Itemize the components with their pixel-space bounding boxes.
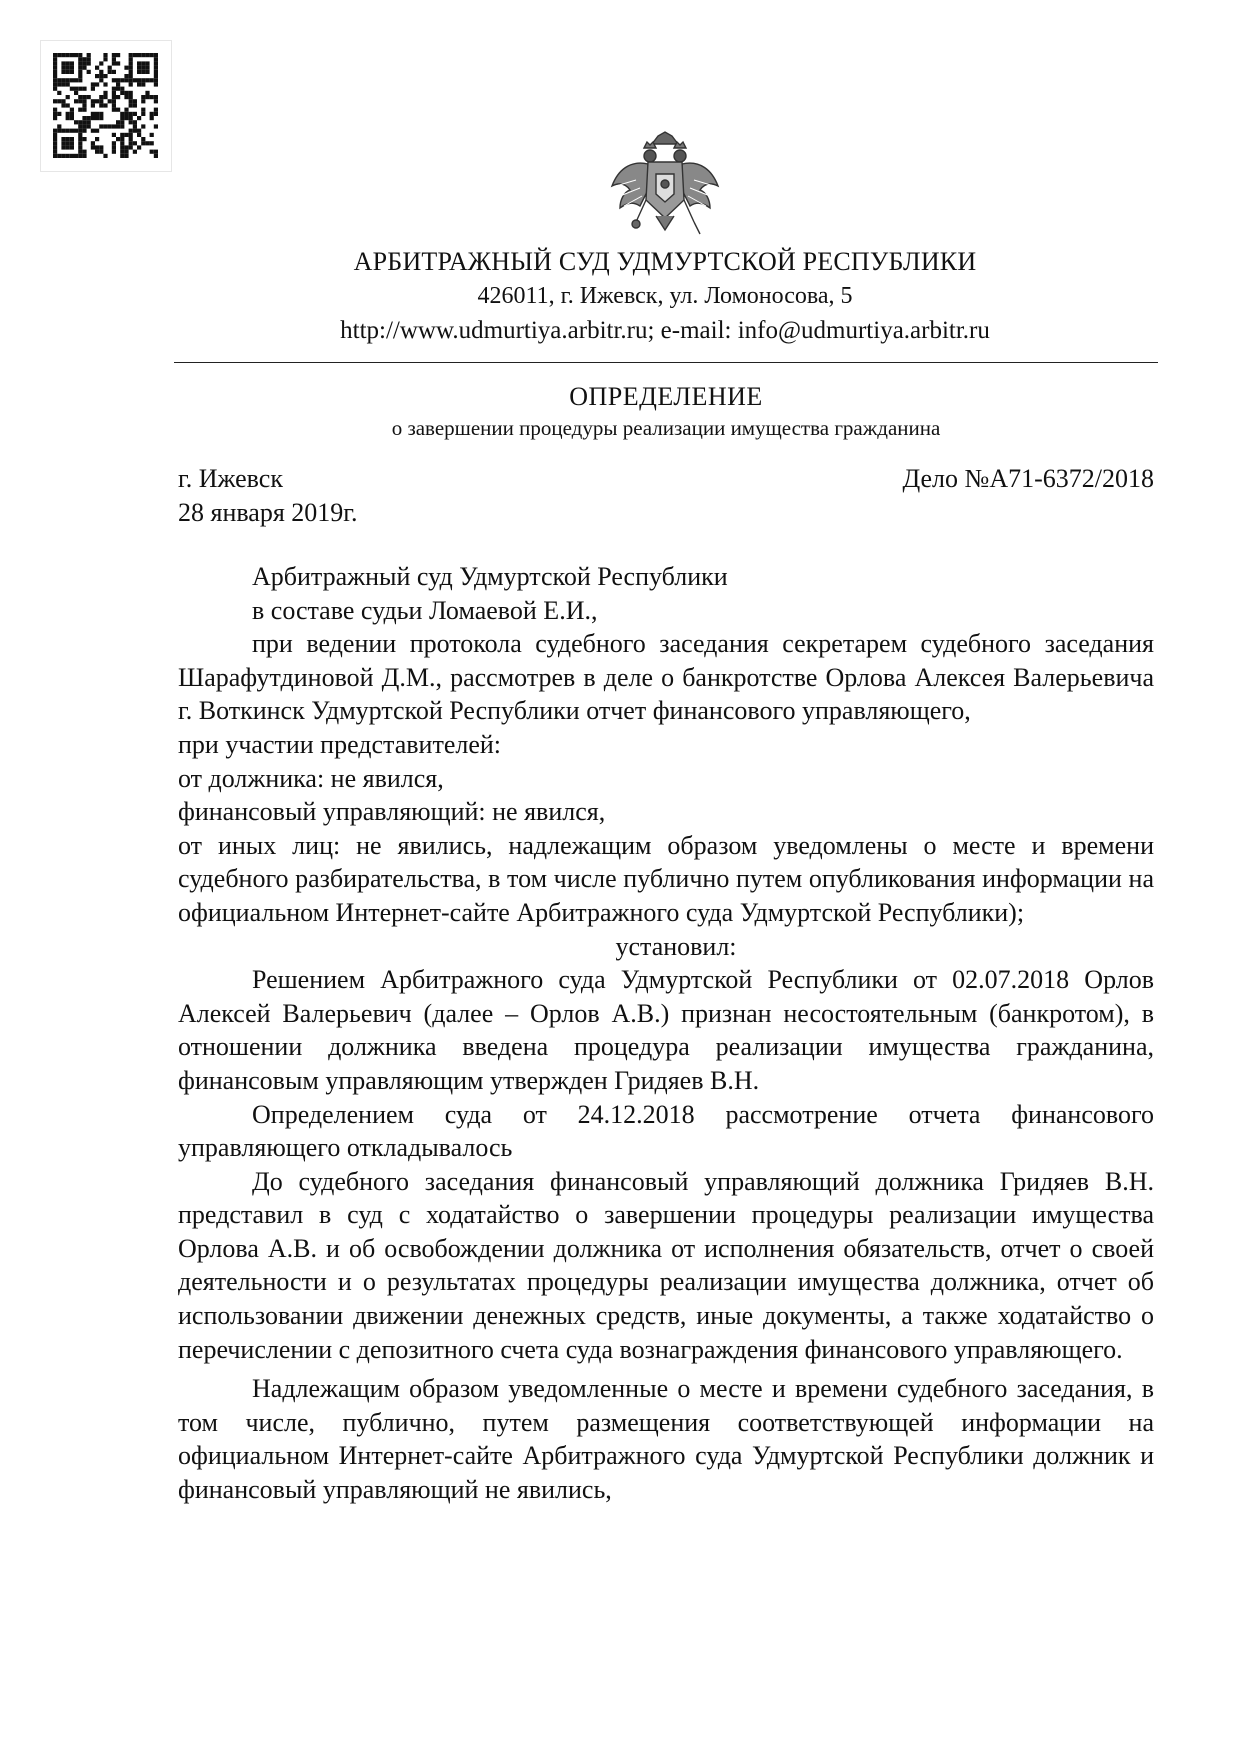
court-contacts: http://www.udmurtiya.arbitr.ru; e-mail: info@udmurtiya.arbitr.ru <box>340 317 990 344</box>
document-title: ОПРЕДЕЛЕНИЕ <box>569 382 763 411</box>
court-line: Арбитражный суд Удмуртской Республики <box>252 562 728 591</box>
court-name: АРБИТРАЖНЫЙ СУД УДМУРТСКОЙ РЕСПУБЛИКИ <box>353 247 977 276</box>
participants-line: при участии представителей: <box>178 729 502 759</box>
document-meta <box>178 462 1154 530</box>
others-paragraph: от иных лиц: не явились, надлежащим образом уведомлены о месте и времени судебного разбирательства, в том числе публично путем опубликования информации на официальном Интернет-сайте Арбитражного суда Удмуртской Республики); <box>178 830 1154 927</box>
court-header <box>175 245 1155 349</box>
debtor-line: от должника: не явился, <box>178 763 444 793</box>
court-address: 426011, г. Ижевск, ул. Ломоносова, 5 <box>477 283 853 309</box>
coat-of-arms-emblem <box>600 130 730 250</box>
body-paragraph: Определением суда от 24.12.2018 рассмотрение отчета финансового управляющего откладывалось <box>178 1099 1154 1163</box>
header-divider <box>174 362 1158 363</box>
case-number: Дело №А71-6372/2018 <box>902 464 1154 493</box>
city: г. Ижевск <box>178 464 283 493</box>
manager-line: финансовый управляющий: не явился, <box>178 797 606 827</box>
document-body <box>178 560 1154 1507</box>
qr-code <box>40 40 172 172</box>
document-date: 28 января 2019г. <box>178 498 358 527</box>
protocol-paragraph: при ведении протокола судебного заседания секретарем судебного заседания Шарафутдиновой Д.М., рассмотрев в деле о банкротстве Орлова Алексея Валерьевича г. Воткинск Удмуртской Республики отчет финансового управляющего, <box>178 629 1154 726</box>
body-paragraph: До судебного заседания финансовый управляющий должника Гридяев В.Н. представил в суд с ходатайство о завершении процедуры реализации имущества Орлова А.В. и об освобождении должника от исполнения обязательств, отчет о своей деятельности и о результатах процедуры реализации имущества должника, отчет об использовании движении денежных средств, иные документы, а также ходатайство о перечислении с депозитного счета суда вознаграждения финансового управляющего. <box>178 1166 1154 1364</box>
meta-row <box>178 462 1154 496</box>
body-paragraph: Решением Арбитражного суда Удмуртской Республики от 02.07.2018 Орлов Алексей Валерьевич (далее – Орлов А.В.) признан несостоятельным (банкротом), в отношении должника введена процедура реализации имущества гражданина, финансовым управляющим утвержден Гридяев В.Н. <box>178 965 1154 1095</box>
judge-line: в составе судьи Ломаевой Е.И., <box>252 595 598 625</box>
established-heading: установил: <box>615 931 737 961</box>
body-paragraph: Надлежащим образом уведомленные о месте и времени судебного заседания, в том числе, публично, путем размещения соответствующей информации на официальном Интернет-сайте Арбитражного суда Удмуртской Республики должник и финансовый управляющий не явились, <box>178 1374 1154 1505</box>
document-subtitle: о завершении процедуры реализации имущества гражданина <box>391 416 941 440</box>
